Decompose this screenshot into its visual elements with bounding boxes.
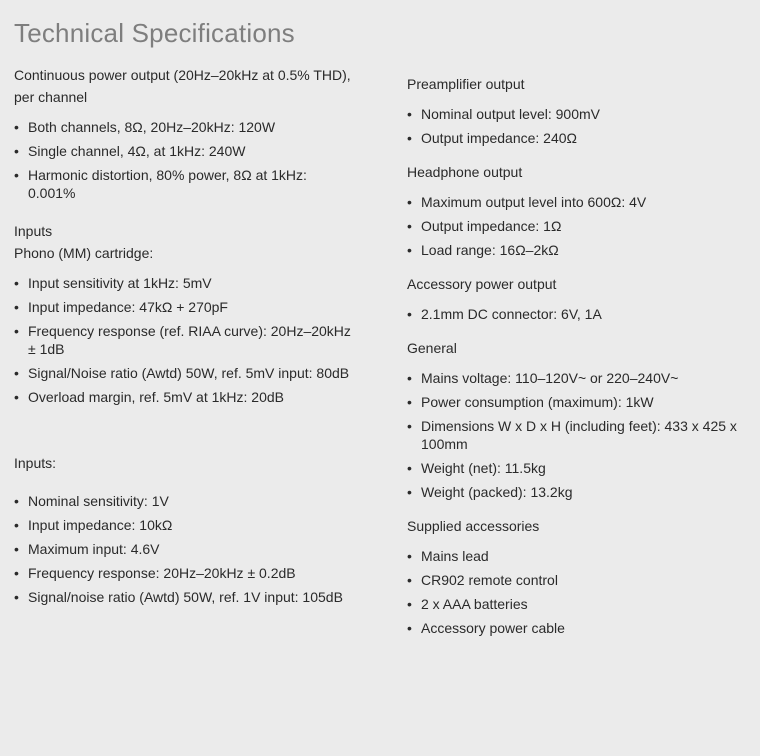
bullet-icon: •	[407, 418, 412, 434]
general-section	[407, 337, 752, 501]
headphone-section	[407, 161, 752, 259]
list-item: • Frequency response (ref. RIAA curve): 20Hz–20kHz ± 1dB	[14, 323, 351, 357]
bullet-icon: •	[407, 596, 412, 612]
accessory-power-heading: Accessory power output	[407, 276, 557, 292]
general-heading: General	[407, 340, 457, 356]
bullet-icon: •	[407, 394, 412, 410]
headphone-list	[407, 193, 752, 259]
list-item: • Nominal sensitivity: 1V	[14, 493, 169, 509]
bullet-icon: •	[407, 306, 412, 322]
right-column	[407, 73, 752, 643]
list-item: • Frequency response: 20Hz–20kHz ± 0.2dB	[14, 565, 296, 581]
power-heading: Continuous power output (20Hz–20kHz at 0.5% THD), per channel	[14, 67, 351, 105]
inputs-section	[14, 452, 354, 606]
list-item: • Both channels, 8Ω, 20Hz–20kHz: 120W	[14, 119, 276, 135]
list-item: • Load range: 16Ω–2kΩ	[407, 242, 559, 258]
list-item: • Input impedance: 10kΩ	[14, 517, 173, 533]
bullet-icon: •	[407, 218, 412, 234]
list-item: • Harmonic distortion, 80% power, 8Ω at 1kHz: 0.001%	[14, 167, 307, 201]
list-item: • Nominal output level: 900mV	[407, 106, 600, 122]
preamp-heading: Preamplifier output	[407, 76, 525, 92]
supplied-list	[407, 547, 752, 637]
list-item: • Signal/noise ratio (Awtd) 50W, ref. 1V input: 105dB	[14, 589, 343, 605]
bullet-icon: •	[14, 167, 19, 183]
list-item: • Maximum input: 4.6V	[14, 541, 160, 557]
bullet-icon: •	[407, 484, 412, 500]
bullet-icon: •	[14, 565, 19, 581]
bullet-icon: •	[14, 389, 19, 405]
bullet-icon: •	[14, 143, 19, 159]
list-item: • Weight (net): 11.5kg	[407, 460, 546, 476]
general-list	[407, 369, 752, 501]
accessory-power-section	[407, 273, 752, 323]
list-item: • Maximum output level into 600Ω: 4V	[407, 194, 647, 210]
supplied-heading: Supplied accessories	[407, 518, 540, 534]
list-item: • Signal/Noise ratio (Awtd) 50W, ref. 5mV input: 80dB	[14, 365, 350, 381]
phono-subheading: Phono (MM) cartridge:	[14, 245, 154, 261]
bullet-icon: •	[407, 370, 412, 386]
bullet-icon: •	[14, 541, 19, 557]
bullet-icon: •	[14, 119, 19, 135]
bullet-icon: •	[14, 589, 19, 605]
bullet-icon: •	[14, 299, 19, 315]
list-item: • Input impedance: 47kΩ + 270pF	[14, 299, 228, 315]
list-item: • Output impedance: 240Ω	[407, 130, 578, 146]
list-item: • Power consumption (maximum): 1kW	[407, 394, 654, 410]
list-item: • Single channel, 4Ω, at 1kHz: 240W	[14, 143, 246, 159]
list-item: • CR902 remote control	[407, 572, 558, 588]
bullet-icon: •	[14, 275, 19, 291]
accessory-power-list	[407, 305, 752, 323]
left-column	[14, 64, 354, 612]
bullet-icon: •	[407, 130, 412, 146]
inputs-list	[14, 492, 354, 606]
list-item: • Mains lead	[407, 548, 489, 564]
supplied-section	[407, 515, 752, 637]
phono-section	[14, 220, 354, 406]
headphone-heading: Headphone output	[407, 164, 523, 180]
phono-list	[14, 274, 354, 406]
list-item: • Dimensions W x D x H (including feet): 433 x 425 x 100mm	[407, 418, 737, 452]
bullet-icon: •	[14, 323, 19, 339]
bullet-icon: •	[407, 194, 412, 210]
power-section	[14, 64, 354, 202]
bullet-icon: •	[407, 460, 412, 476]
power-list	[14, 118, 354, 202]
preamp-list	[407, 105, 752, 147]
list-item: • 2 x AAA batteries	[407, 596, 528, 612]
bullet-icon: •	[14, 493, 19, 509]
preamp-section	[407, 73, 752, 147]
list-item: • Weight (packed): 13.2kg	[407, 484, 573, 500]
bullet-icon: •	[407, 572, 412, 588]
list-item: • Mains voltage: 110–120V~ or 220–240V~	[407, 370, 679, 386]
bullet-icon: •	[14, 365, 19, 381]
list-item: • 2.1mm DC connector: 6V, 1A	[407, 306, 602, 322]
list-item: • Output impedance: 1Ω	[407, 218, 562, 234]
bullet-icon: •	[407, 620, 412, 636]
bullet-icon: •	[14, 517, 19, 533]
phono-heading: Inputs	[14, 223, 53, 239]
bullet-icon: •	[407, 106, 412, 122]
inputs-heading: Inputs:	[14, 455, 57, 471]
list-item: • Input sensitivity at 1kHz: 5mV	[14, 275, 212, 291]
bullet-icon: •	[407, 242, 412, 258]
page-title: Technical Specifications	[14, 18, 295, 48]
list-item: • Accessory power cable	[407, 620, 565, 636]
bullet-icon: •	[407, 548, 412, 564]
list-item: • Overload margin, ref. 5mV at 1kHz: 20dB	[14, 389, 284, 405]
